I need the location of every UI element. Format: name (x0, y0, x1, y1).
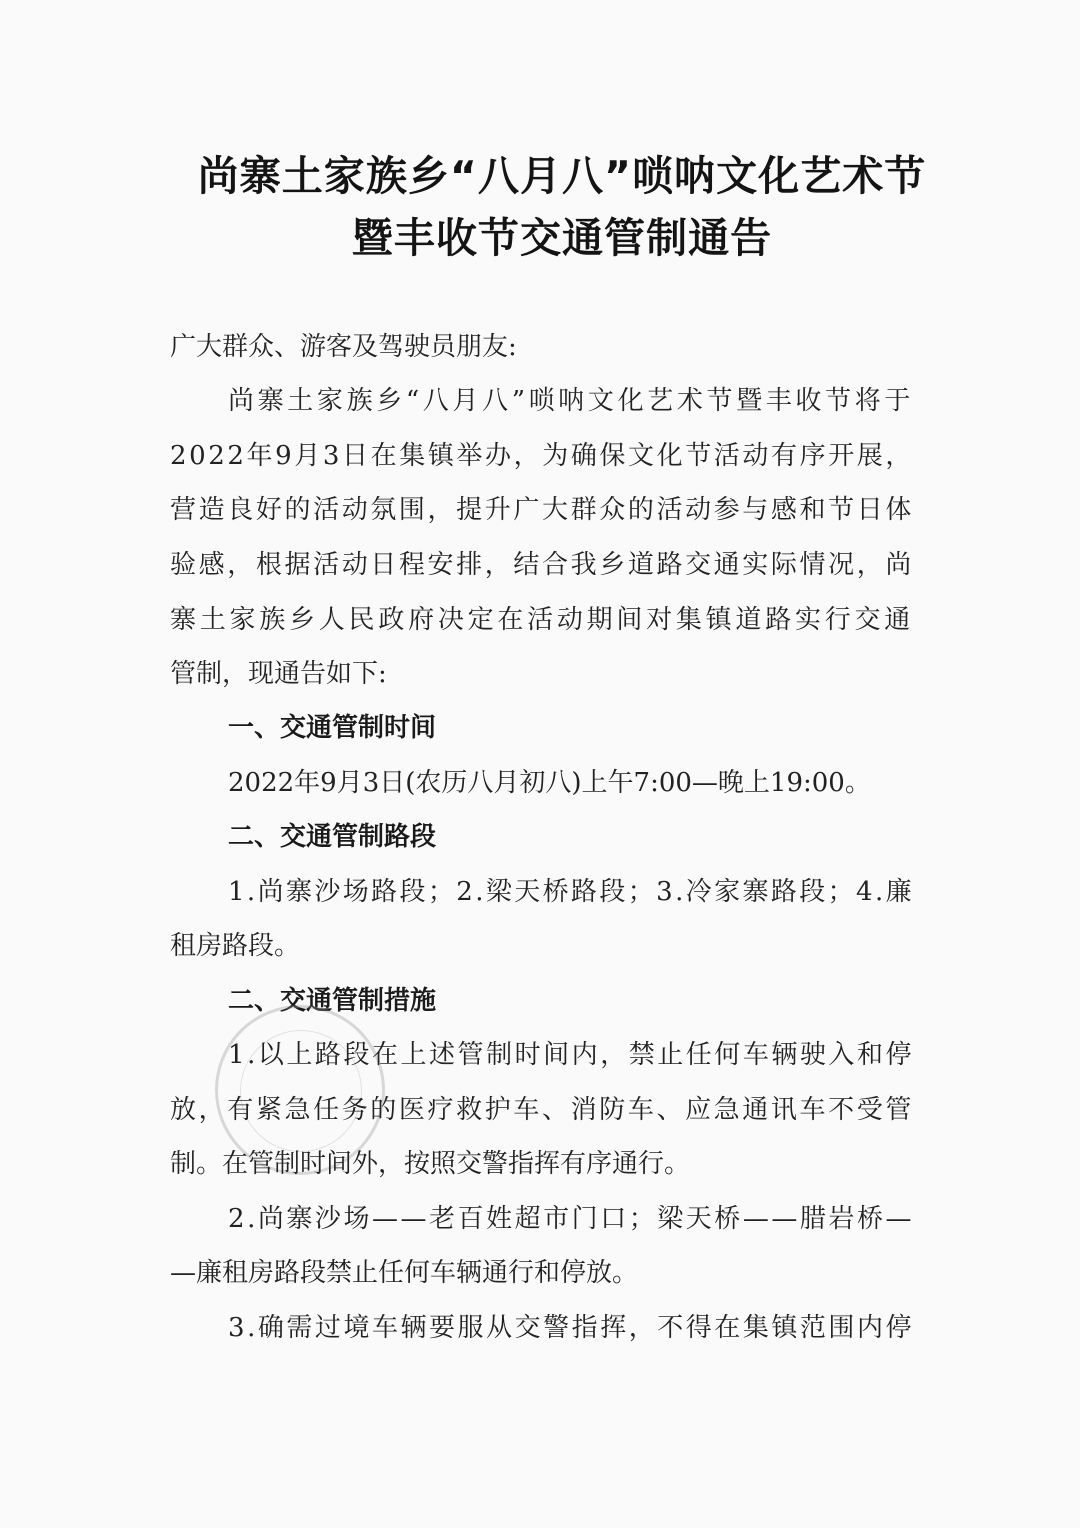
intro-line: 营造良好的活动氛围，提升广大群众的活动参与感和节日体 (170, 495, 914, 525)
intro-line: 寨土家族乡人民政府决定在活动期间对集镇道路实行交通 (170, 605, 914, 635)
intro-line: 2022年9月3日在集镇举办，为确保文化节活动有序开展， (170, 441, 914, 471)
measure-line: 1.以上路段在上述管制时间内，禁止任何车辆驶入和停 (228, 1040, 914, 1070)
roads-line: 租房路段。 (170, 931, 301, 961)
document-title-line1: 尚寨土家族乡“八月八”唢呐文化艺术节 (197, 152, 927, 200)
document-title-line2: 暨丰收节交通管制通告 (351, 214, 773, 262)
roads-line: 1.尚寨沙场路段；2.梁天桥路段；3.冷家寨路段；4.廉 (228, 877, 914, 907)
measure-line: —廉租房路段禁止任何车辆通行和停放。 (170, 1258, 639, 1288)
salutation: 广大群众、游客及驾驶员朋友: (170, 332, 517, 362)
control-time-text: 2022年9月3日(农历八月初八)上午7:00—晚上19:00。 (228, 768, 871, 798)
measure-line: 放，有紧急任务的医疗救护车、消防车、应急通讯车不受管 (170, 1095, 914, 1125)
section-heading-measures: 二、交通管制措施 (228, 986, 437, 1016)
intro-line: 管制，现通告如下: (170, 659, 387, 689)
section-heading-roads: 二、交通管制路段 (228, 822, 437, 852)
measure-line: 制。在管制时间外，按照交警指挥有序通行。 (170, 1149, 691, 1179)
measure-line: 3.确需过境车辆要服从交警指挥，不得在集镇范围内停 (228, 1313, 914, 1343)
measure-line: 2.尚寨沙场——老百姓超市门口；梁天桥——腊岩桥— (228, 1204, 914, 1234)
section-heading-time: 一、交通管制时间 (228, 713, 437, 743)
intro-line: 验感，根据活动日程安排，结合我乡道路交通实际情况，尚 (170, 550, 914, 580)
intro-line: 尚寨土家族乡“八月八”唢呐文化艺术节暨丰收节将于 (228, 386, 914, 416)
